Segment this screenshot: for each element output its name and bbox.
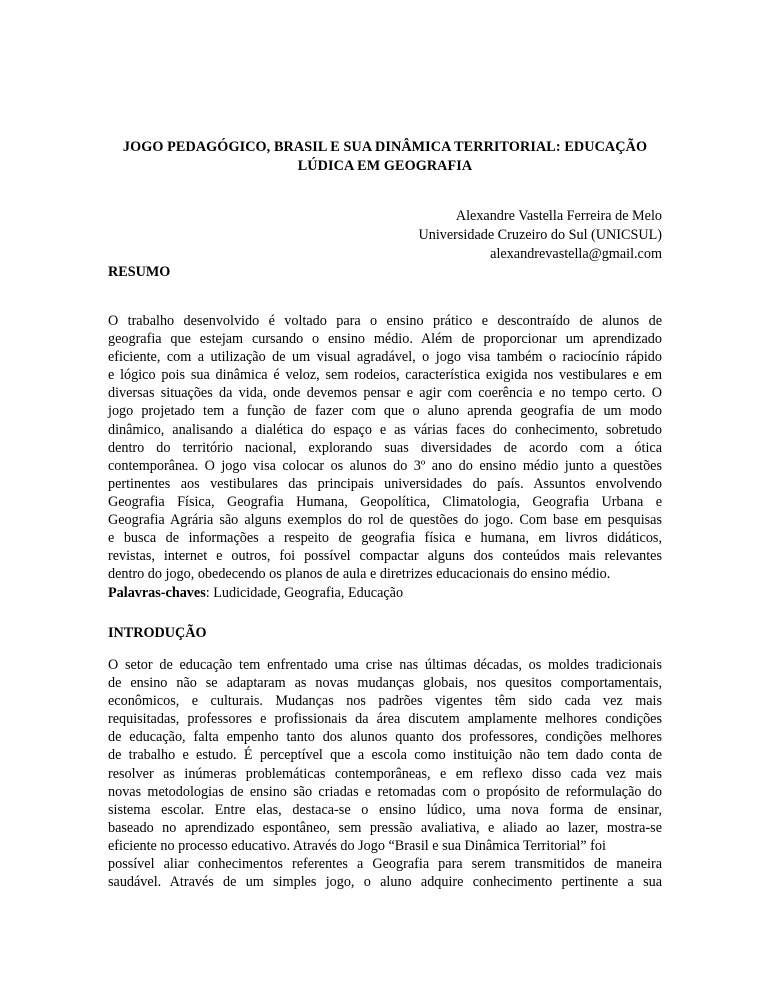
- abstract-line: dentro do território nacional, explorando suas diversidades de acordo com a ótica: [108, 439, 662, 456]
- keywords: [108, 584, 403, 603]
- abstract-heading: RESUMO: [108, 264, 171, 280]
- abstract-line: geografia que estejam cursando o ensino médio. Além de proporcionar um aprendizado: [108, 331, 662, 348]
- intro-paragraph: [108, 656, 662, 891]
- intro-line: eficiente no processo educativo. Através do Jogo “Brasil e sua Dinâmica Territorial” foi: [108, 837, 606, 854]
- intro-line: de trabalho e estudo. É perceptível que a escola como instituição não tem dado conta de: [108, 747, 662, 764]
- intro-line: possível aliar conhecimentos referentes a Geografia para serem transmitidos de maneira: [108, 856, 662, 873]
- intro-line: sistema escolar. Entre elas, destaca-se o ensino lúdico, uma nova forma de ensinar,: [108, 801, 662, 818]
- intro-line: novas metodologias de ensino são criadas e retomadas com o propósito de reformulação do: [108, 783, 662, 800]
- abstract-line: Geografia Física, Geografia Humana, Geopolítica, Climatologia, Geografia Urbana e: [108, 493, 662, 510]
- abstract-paragraph: [108, 312, 662, 583]
- keywords-text: : Ludicidade, Geografia, Educação: [205, 585, 404, 601]
- author-block: [418, 207, 662, 264]
- abstract-line: O trabalho desenvolvido é voltado para o ensino prático e descontraído de alunos de: [108, 313, 662, 329]
- author-email: alexandrevastella@gmail.com: [490, 246, 662, 262]
- abstract-line: Geografia Agrária são alguns exemplos do rol de questões do jogo. Com base em pesquisas: [108, 512, 662, 529]
- intro-line: resolver as inúmeras problemáticas contemporâneas, e em reflexo disso cada vez mais: [108, 765, 662, 782]
- abstract-line: dinâmico, analisando a dialética do espaço e as várias faces do conhecimento, sobretudo: [108, 421, 662, 438]
- intro-line: requisitadas, professores e profissionais da área discutem amplamente melhores condições: [108, 711, 662, 728]
- intro-line: O setor de educação tem enfrentado uma crise nas últimas décadas, os moldes tradicionais: [108, 657, 662, 673]
- abstract-line: diversas situações da vida, onde devemos pensar e agir com coerência e no tempo certo. O: [108, 385, 662, 402]
- abstract-line: revistas, internet e outros, foi possível compactar alguns dos conteúdos mais relevantes: [108, 548, 662, 565]
- intro-line: de ensino não se adaptaram as novas mudanças globais, nos quesitos comportamentais,: [108, 675, 662, 692]
- abstract-line: contemporânea. O jogo visa colocar os alunos do 3º ano do ensino médio junto a questões: [108, 457, 662, 474]
- intro-line: baseado no aprendizado espontâneo, sem pressão avaliativa, e aliado ao lazer, mostra-se: [108, 819, 662, 836]
- abstract-line: dentro do jogo, obedecendo os planos de aula e diretrizes educacionais do ensino médio.: [108, 566, 611, 583]
- author-institution: Universidade Cruzeiro do Sul (UNICSUL): [418, 227, 662, 243]
- intro-line: econômicos, e culturais. Mudanças nos padrões vigentes têm sido cada vez mais: [108, 693, 662, 710]
- abstract-line: pertinentes aos vestibulares das principais universidades do país. Assuntos envolvendo: [108, 475, 662, 492]
- title-line-2: LÚDICA EM GEOGRAFIA: [297, 158, 473, 174]
- abstract-line: e lógico pois sua dinâmica é veloz, sem rodeios, característica exigida nos vestibulares e em: [108, 367, 662, 384]
- intro-line: saudável. Através de um simples jogo, o aluno adquire conhecimento pertinente a sua: [108, 874, 662, 891]
- keywords-label: Palavras-chaves: [108, 585, 206, 601]
- abstract-line: jogo projetado tem a função de fazer com que o aluno aprenda geografia de um modo: [108, 403, 662, 420]
- intro-line: de educação, falta empenho tanto dos alunos quanto dos professores, condições melhores: [108, 729, 662, 746]
- intro-heading: INTRODUÇÃO: [108, 625, 207, 641]
- abstract-line: e busca de informações a respeito de geografia física e humana, em livros didáticos,: [108, 530, 662, 547]
- title-line-1: JOGO PEDAGÓGICO, BRASIL E SUA DINÂMICA TERRITORIAL: EDUCAÇÃO: [122, 139, 648, 155]
- abstract-line: eficiente, com a utilização de um visual agradável, o jogo visa também o raciocínio rápido: [108, 349, 662, 366]
- document-title: [108, 138, 662, 176]
- author-name: Alexandre Vastella Ferreira de Melo: [455, 208, 662, 224]
